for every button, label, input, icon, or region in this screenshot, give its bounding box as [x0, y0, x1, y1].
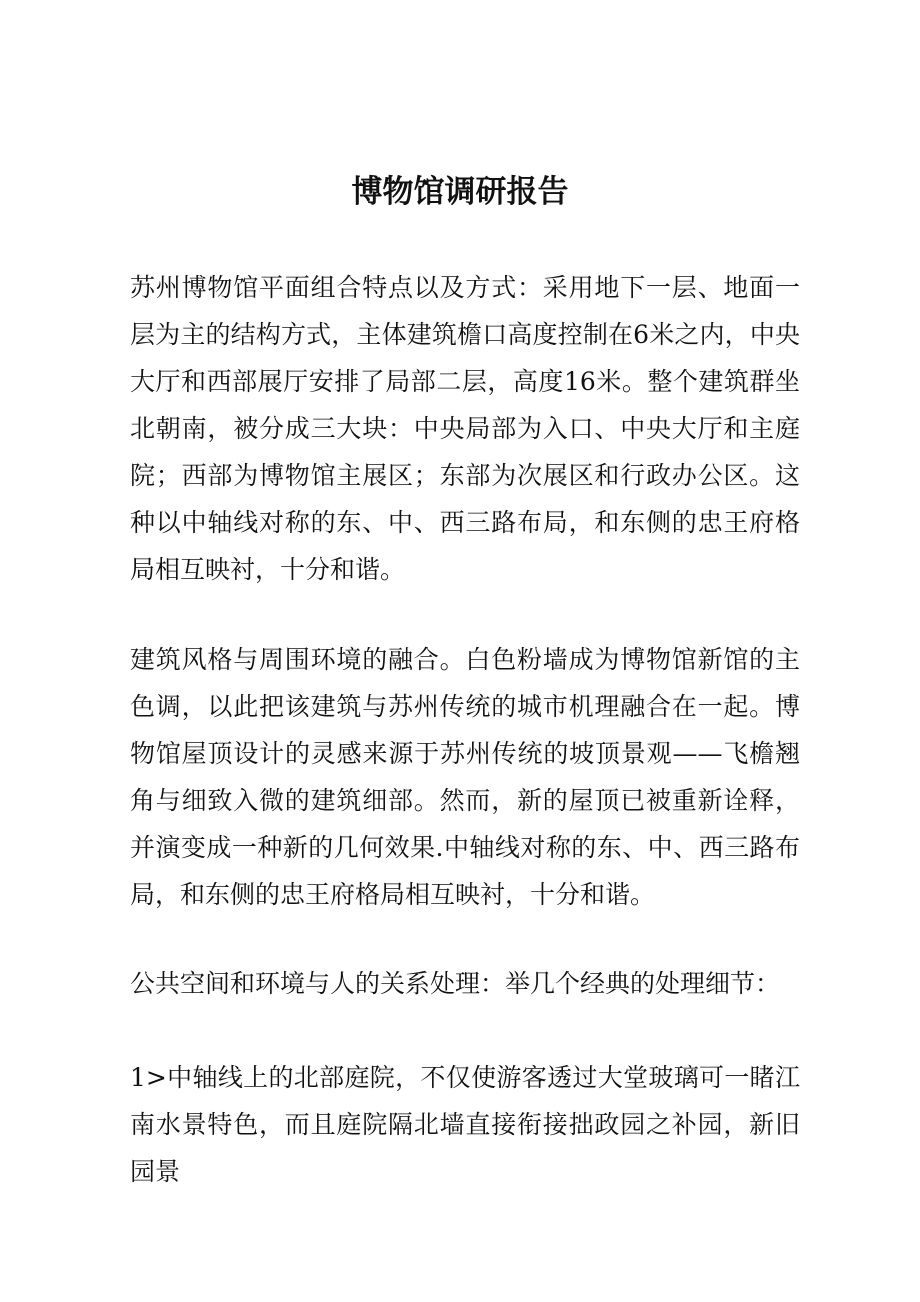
- paragraph-layout: 苏州博物馆平面组合特点以及方式：采用地下一层、地面一层为主的结构方式，主体建筑檐口高度控制在6米之内，中央大厅和西部展厅安排了局部二层，高度16米。整个建筑群坐北朝南，被分成三大块：中央局部为入口、中央大厅和主庭院；西部为博物馆主展区；东部为次展区和行政办公区。这种以中轴线对称的东、中、西三路布局，和东侧的忠王府格局相互映衬，十分和谐。: [130, 273, 800, 584]
- paragraph-public-space: 公共空间和环境与人的关系处理：举几个经典的处理细节：: [130, 969, 781, 998]
- paragraph-style: 建筑风格与周围环境的融合。白色粉墙成为博物馆新馆的主色调，以此把该建筑与苏州传统的城市机理融合在一起。博物馆屋顶设计的灵感来源于苏州传统的坡顶景观——飞檐翘角与细致入微的建筑细部。然而，新的屋顶已被重新诠释，并演变成一种新的几何效果.中轴线对称的东、中、西三路布局，和东侧的忠王府格局相互映衬，十分和谐。: [130, 645, 800, 909]
- paragraph-detail-1: 1>中轴线上的北部庭院，不仅使游客透过大堂玻璃可一睹江南水景特色，而且庭院隔北墙直接衔接拙政园之补园，新旧园景: [130, 1063, 800, 1186]
- document-title: 博物馆调研报告: [351, 174, 569, 210]
